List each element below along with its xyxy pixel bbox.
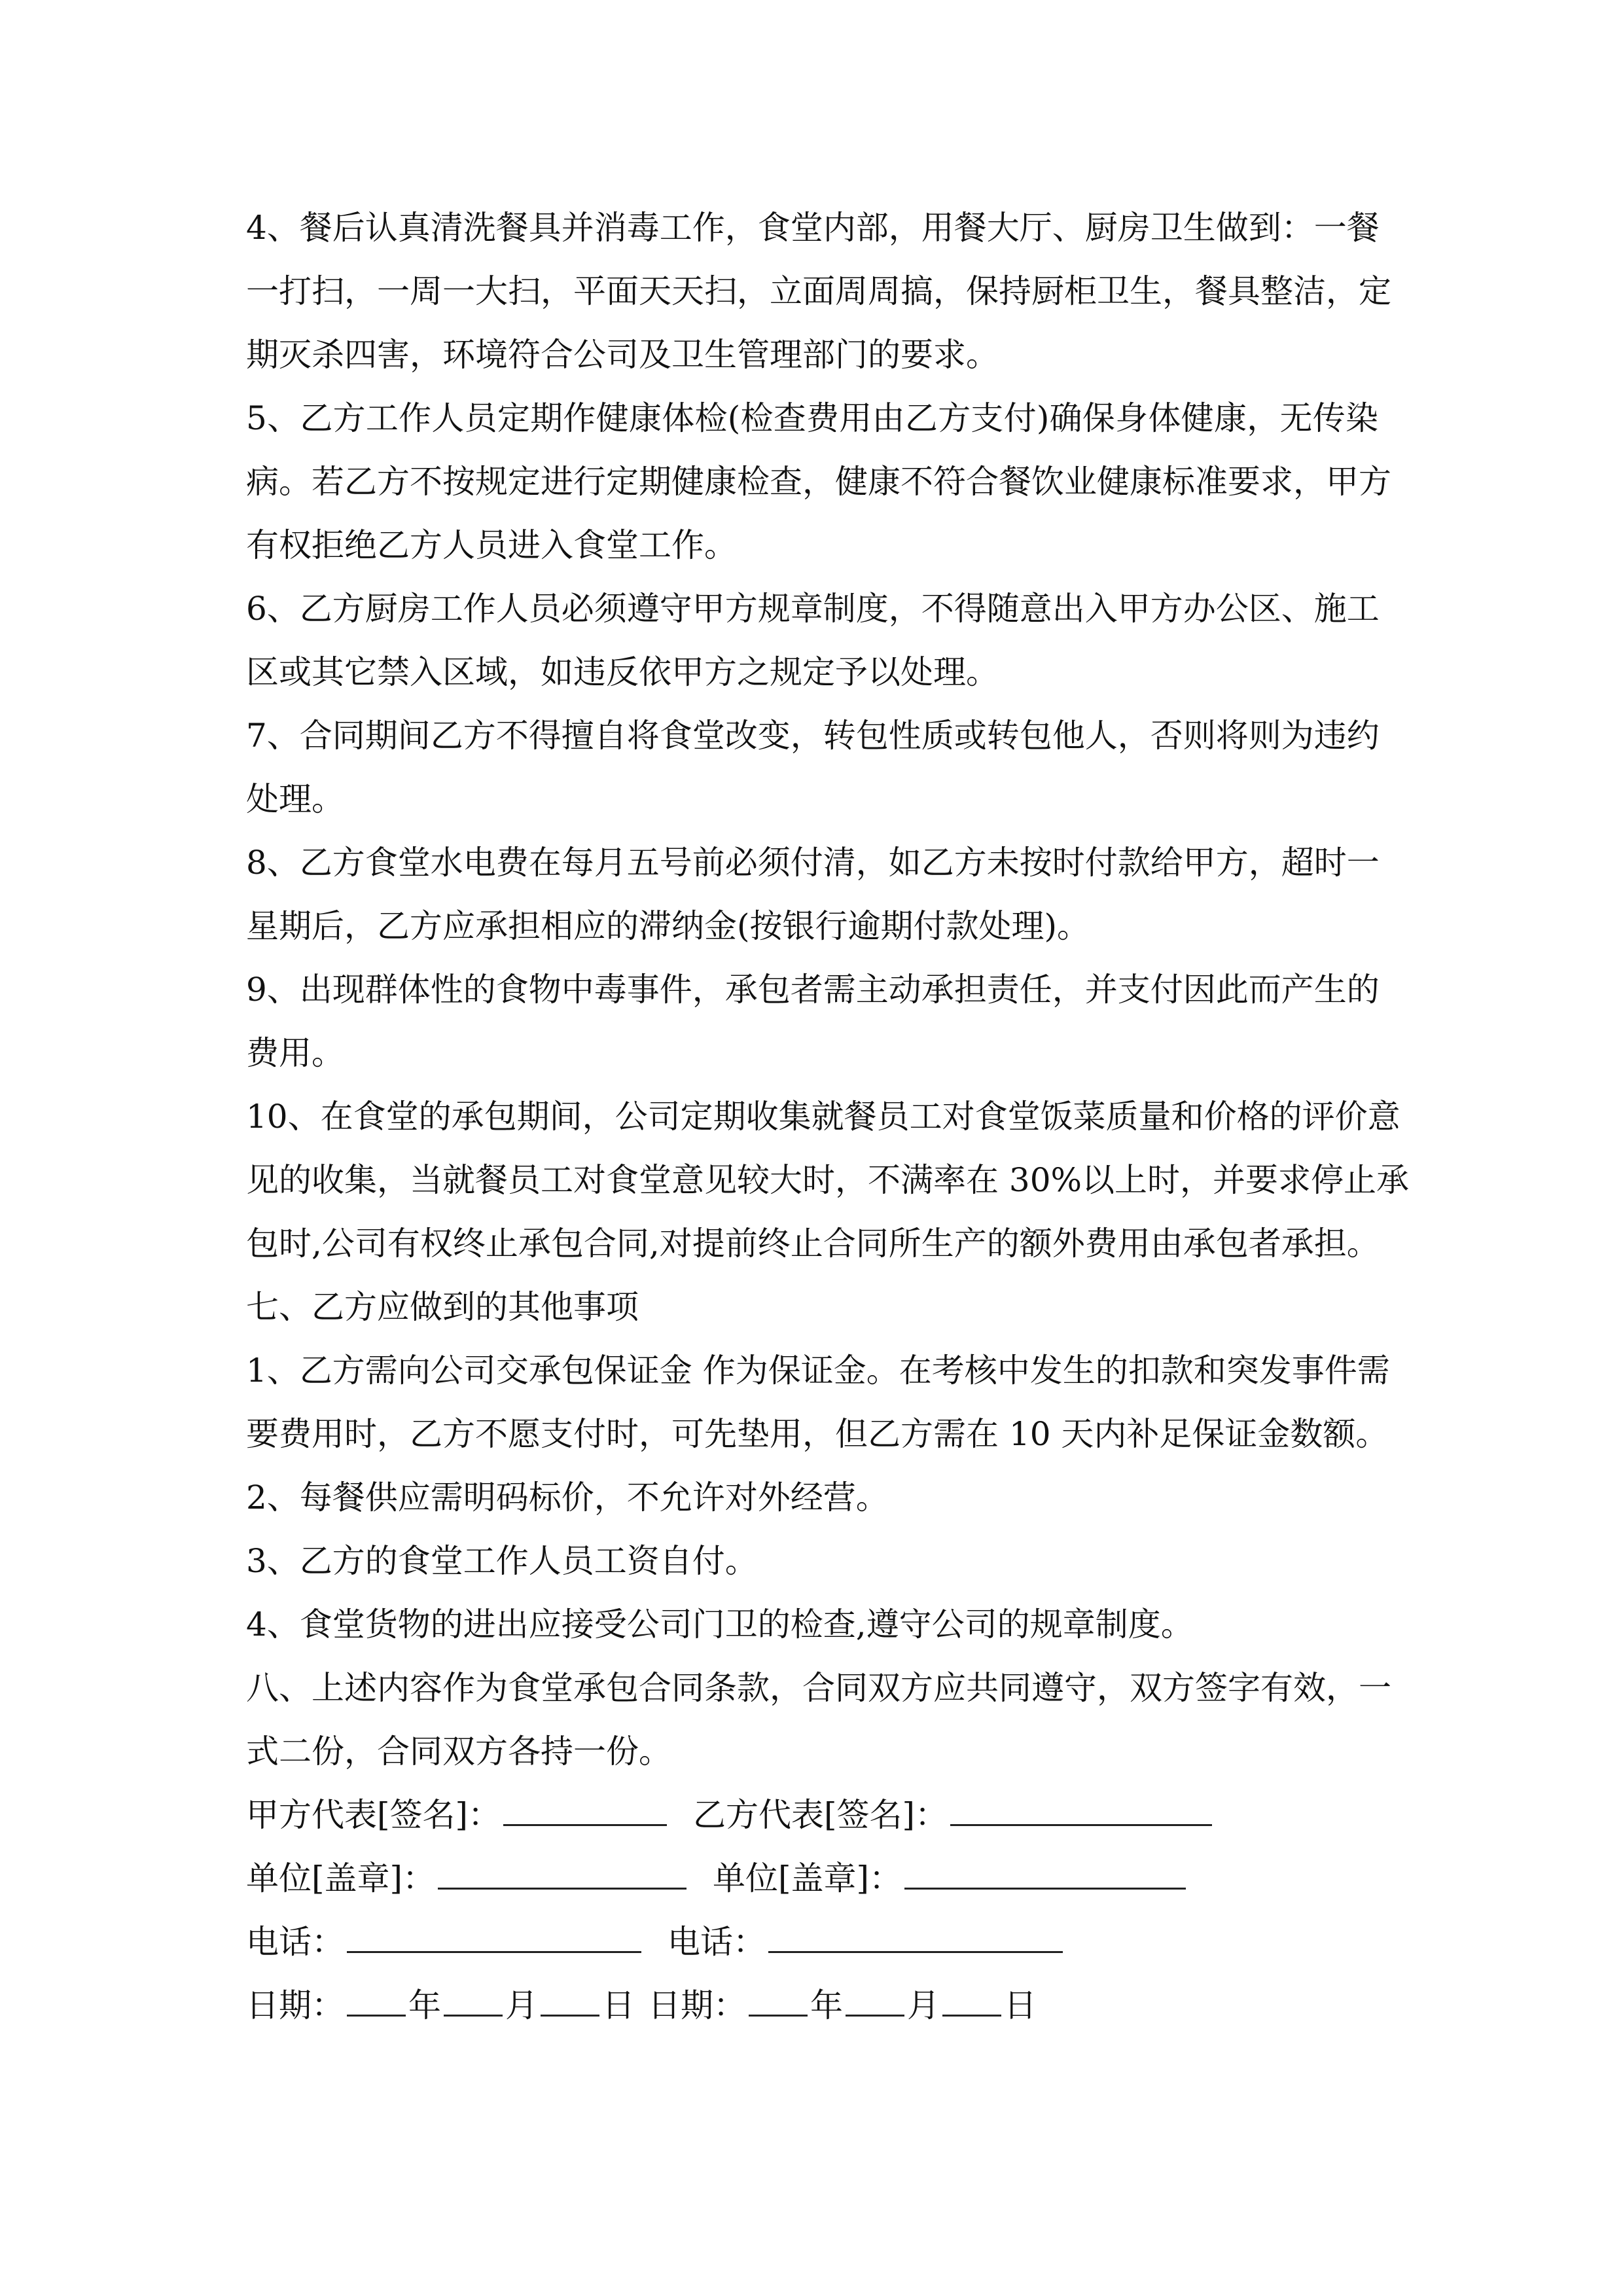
month-label: 月 (505, 1986, 538, 2024)
text-line: 式二份，合同双方各持一份。 (246, 1732, 671, 1770)
phone-b-line[interactable] (768, 1914, 1063, 1953)
date-b-month-line[interactable] (846, 1978, 904, 2017)
party-b-signature-line[interactable] (950, 1787, 1212, 1826)
year-label: 年 (408, 1986, 441, 2024)
date-a-month-line[interactable] (444, 1978, 503, 2017)
text-line: 4、食堂货物的进出应接受公司门卫的检查,遵守公司的规章制度。 (246, 1605, 1194, 1643)
text-line: 病。若乙方不按规定进行定期健康检查，健康不符合餐饮业健康标准要求，甲方 (246, 463, 1391, 501)
text-line: 5、乙方工作人员定期作健康体检(检查费用由乙方支付)确保身体健康，无传染 (246, 399, 1378, 437)
day-label: 日 (1004, 1986, 1037, 2024)
year-label: 年 (810, 1986, 843, 2024)
unit-b-label: 单位[盖章]： (713, 1859, 902, 1897)
date-a-label: 日期： (246, 1986, 344, 2024)
party-b-rep-label: 乙方代表[签名]： (693, 1796, 948, 1834)
unit-a-label: 单位[盖章]： (246, 1859, 436, 1897)
text-line: 处理。 (246, 780, 344, 818)
date-a-day-line[interactable] (541, 1978, 599, 2017)
signature-row-phones (246, 1910, 1378, 1974)
signature-row-units (246, 1847, 1378, 1910)
unit-a-seal-line[interactable] (438, 1851, 687, 1890)
phone-a-line[interactable] (347, 1914, 641, 1953)
text-line: 2、每餐供应需明码标价，不允许对外经营。 (246, 1479, 889, 1516)
text-line: 区或其它禁入区域，如违反依甲方之规定予以处理。 (246, 653, 999, 691)
document-body (246, 196, 1410, 2037)
text-line: 10、在食堂的承包期间，公司定期收集就餐员工对食堂饭菜质量和价格的评价意 (246, 1098, 1400, 1136)
text-line: 期灭杀四害，环境符合公司及卫生管理部门的要求。 (246, 336, 999, 374)
day-label: 日 (602, 1986, 635, 2024)
text-line: 7、合同期间乙方不得擅自将食堂改变，转包性质或转包他人，否则将则为违约 (246, 717, 1380, 755)
text-line: 4、餐后认真清洗餐具并消毒工作，食堂内部，用餐大厅、厨房卫生做到：一餐 (246, 209, 1380, 247)
date-b-day-line[interactable] (942, 1978, 1001, 2017)
party-a-rep-label: 甲方代表[签名]： (246, 1796, 501, 1834)
phone-a-label: 电话： (246, 1923, 344, 1961)
text-line: 8、乙方食堂水电费在每月五号前必须付清，如乙方未按时付款给甲方，超时一 (246, 844, 1380, 882)
text-line: 费用。 (246, 1034, 344, 1072)
signature-row-dates (246, 1974, 1378, 2037)
text-line: 6、乙方厨房工作人员必须遵守甲方规章制度，不得随意出入甲方办公区、施工 (246, 590, 1380, 628)
unit-b-seal-line[interactable] (904, 1851, 1186, 1890)
text-line: 星期后，乙方应承担相应的滞纳金(按银行逾期付款处理)。 (246, 907, 1090, 945)
text-line: 一打扫，一周一大扫，平面天天扫，立面周周搞，保持厨柜卫生，餐具整洁，定 (246, 272, 1391, 310)
date-a-year-line[interactable] (347, 1978, 406, 2017)
text-line: 3、乙方的食堂工作人员工资自付。 (246, 1542, 758, 1580)
phone-b-label: 电话： (668, 1923, 766, 1961)
text-line: 包时,公司有权终止承包合同,对提前终止合同所生产的额外费用由承包者承担。 (246, 1225, 1380, 1263)
month-label: 月 (907, 1986, 940, 2024)
date-b-year-line[interactable] (749, 1978, 808, 2017)
section-heading: 七、乙方应做到的其他事项 (246, 1288, 639, 1326)
date-b-label: 日期： (648, 1986, 746, 2024)
signature-row-representatives (246, 1784, 1378, 1847)
text-line: 1、乙方需向公司交承包保证金 作为保证金。在考核中发生的扣款和突发事件需 (246, 1352, 1390, 1390)
party-a-signature-line[interactable] (503, 1787, 667, 1826)
text-line: 要费用时，乙方不愿支付时，可先垫用，但乙方需在 10 天内补足保证金数额。 (246, 1415, 1389, 1453)
text-line: 有权拒绝乙方人员进入食堂工作。 (246, 526, 737, 564)
text-line: 9、出现群体性的食物中毒事件，承包者需主动承担责任，并支付因此而产生的 (246, 971, 1380, 1009)
text-line: 见的收集，当就餐员工对食堂意见较大时，不满率在 30%以上时，并要求停止承 (246, 1161, 1410, 1199)
text-line: 八、上述内容作为食堂承包合同条款，合同双方应共同遵守，双方签字有效，一 (246, 1669, 1391, 1707)
